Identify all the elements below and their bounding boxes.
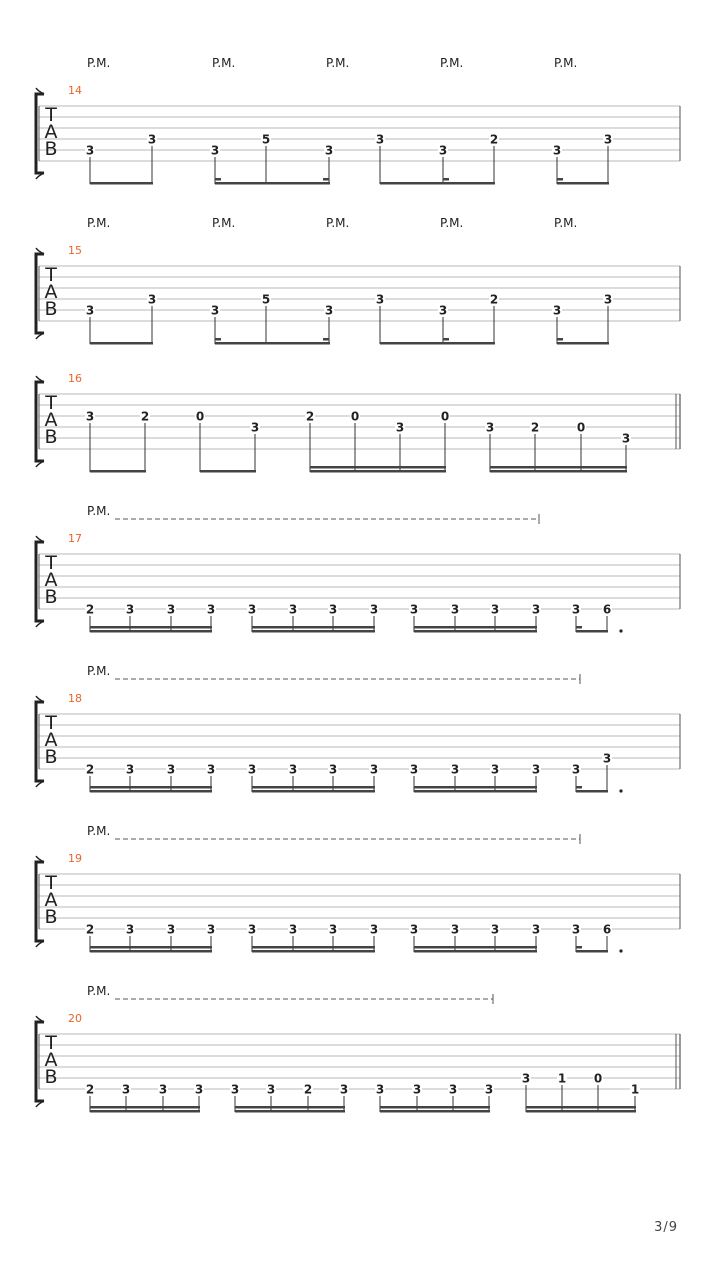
tab-system — [36, 824, 680, 953]
fret-number: 3 — [230, 1082, 240, 1097]
fret-number: 3 — [552, 303, 562, 318]
fret-number: 1 — [630, 1082, 640, 1097]
fret-number: 3 — [438, 143, 448, 158]
beam — [576, 950, 608, 953]
beam-secondary — [414, 946, 537, 949]
beam-secondary — [252, 626, 375, 629]
fret-number: 3 — [490, 602, 500, 617]
fret-number: 3 — [621, 431, 631, 446]
tab-clef-letter: B — [44, 298, 58, 320]
beam — [215, 182, 330, 185]
fret-number: 3 — [288, 602, 298, 617]
beam-group — [552, 293, 613, 345]
tab-system — [36, 504, 680, 633]
tab-clef-letter: T — [45, 712, 57, 734]
secondary-beam-stub — [215, 178, 221, 181]
palm-mute-marking: P.M. — [87, 824, 111, 838]
beam — [310, 470, 446, 473]
fret-number: 3 — [438, 303, 448, 318]
beam-group — [85, 133, 157, 185]
beam — [235, 1110, 345, 1113]
measure-number: 20 — [68, 1012, 82, 1025]
measure-number: 16 — [68, 372, 82, 385]
beam-group — [485, 421, 631, 473]
beam — [90, 182, 153, 185]
beam-secondary — [235, 1106, 345, 1109]
beam-secondary — [252, 946, 375, 949]
fret-number: 3 — [85, 303, 95, 318]
tab-system — [36, 56, 680, 185]
fret-number: 3 — [521, 1071, 531, 1086]
tab-clef-letter: T — [45, 1032, 57, 1054]
fret-number: 3 — [395, 420, 405, 435]
fret-number: 3 — [552, 143, 562, 158]
fret-number: 3 — [484, 1082, 494, 1097]
fret-number: 3 — [375, 292, 385, 307]
fret-number: 3 — [166, 602, 176, 617]
palm-mute-marking: P.M. — [326, 56, 350, 70]
beam — [414, 790, 537, 793]
beam-secondary — [414, 786, 537, 789]
secondary-beam-stub — [557, 338, 563, 341]
fret-number: 3 — [531, 602, 541, 617]
beam — [252, 790, 375, 793]
beam — [90, 790, 212, 793]
tab-system — [36, 372, 680, 473]
fret-number: 3 — [369, 922, 379, 937]
palm-mute-marking: P.M. — [440, 216, 464, 230]
fret-number: 0 — [593, 1071, 603, 1086]
fret-number: 3 — [206, 762, 216, 777]
fret-number: 3 — [194, 1082, 204, 1097]
fret-number: 5 — [261, 132, 271, 147]
beam-secondary — [90, 1106, 200, 1109]
fret-number: 3 — [166, 922, 176, 937]
fret-number: 3 — [328, 602, 338, 617]
measure-number: 17 — [68, 532, 82, 545]
fret-number: 3 — [531, 922, 541, 937]
tab-clef-letter: A — [44, 409, 58, 431]
fret-number: 3 — [450, 762, 460, 777]
beam — [380, 182, 495, 185]
fret-number: 3 — [158, 1082, 168, 1097]
fret-number: 3 — [121, 1082, 131, 1097]
fret-number: 3 — [571, 922, 581, 937]
fret-number: 3 — [85, 409, 95, 424]
page-number: 3/9 — [654, 1220, 678, 1235]
tab-clef-letter: A — [44, 1049, 58, 1071]
fret-number: 6 — [602, 922, 612, 937]
fret-number: 3 — [375, 1082, 385, 1097]
secondary-beam-stub — [576, 946, 582, 949]
fret-number: 3 — [288, 762, 298, 777]
tab-clef-letter: T — [45, 392, 57, 414]
beam — [380, 1110, 490, 1113]
fret-number: 3 — [412, 1082, 422, 1097]
measure-number: 19 — [68, 852, 82, 865]
fret-number: 3 — [531, 762, 541, 777]
fret-number: 3 — [125, 762, 135, 777]
fret-number: 3 — [328, 922, 338, 937]
beam — [414, 950, 537, 953]
fret-number: 1 — [557, 1071, 567, 1086]
palm-mute-marking: P.M. — [212, 216, 236, 230]
fret-number: 3 — [266, 1082, 276, 1097]
beam-group — [85, 1083, 204, 1113]
secondary-beam-stub — [323, 338, 329, 341]
fret-number: 3 — [448, 1082, 458, 1097]
tab-system — [36, 664, 680, 793]
fret-number: 3 — [369, 602, 379, 617]
palm-mute-marking: P.M. — [326, 216, 350, 230]
beam-secondary — [414, 626, 537, 629]
fret-number: 3 — [602, 751, 612, 766]
beam — [200, 470, 256, 473]
fret-number: 3 — [247, 602, 257, 617]
fret-number: 2 — [85, 762, 95, 777]
beam-group — [85, 923, 216, 953]
beam-group — [210, 133, 334, 185]
tab-system — [36, 216, 680, 345]
beam-group — [210, 293, 334, 345]
fret-number: 2 — [85, 602, 95, 617]
beam-group — [375, 293, 499, 345]
tab-clef-letter: A — [44, 569, 58, 591]
beam-secondary — [490, 466, 627, 469]
beam-secondary — [380, 1106, 490, 1109]
tab-system — [36, 984, 680, 1113]
tab-clef-letter: B — [44, 586, 58, 608]
measure-number: 15 — [68, 244, 82, 257]
fret-number: 3 — [125, 922, 135, 937]
fret-number: 0 — [440, 409, 450, 424]
secondary-beam-stub — [576, 626, 582, 629]
beam-group — [85, 410, 150, 473]
fret-number: 3 — [210, 303, 220, 318]
beam — [215, 342, 330, 345]
fret-number: 3 — [147, 132, 157, 147]
fret-number: 0 — [576, 420, 586, 435]
fret-number: 3 — [409, 922, 419, 937]
fret-number: 2 — [305, 409, 315, 424]
beam — [90, 1110, 200, 1113]
palm-mute-marking: P.M. — [87, 56, 111, 70]
fret-number: 3 — [324, 303, 334, 318]
fret-number: 3 — [490, 762, 500, 777]
secondary-beam-stub — [576, 786, 582, 789]
fret-number: 3 — [324, 143, 334, 158]
fret-number: 3 — [571, 602, 581, 617]
beam-group — [195, 410, 260, 473]
fret-number: 0 — [195, 409, 205, 424]
beam — [380, 342, 495, 345]
beam — [576, 630, 608, 633]
fret-number: 3 — [288, 922, 298, 937]
tab-clef-letter: T — [45, 552, 57, 574]
beam-group — [552, 133, 613, 185]
beam — [490, 470, 627, 473]
fret-number: 3 — [210, 143, 220, 158]
palm-mute-marking: P.M. — [212, 56, 236, 70]
beam-group — [85, 763, 216, 793]
fret-number: 3 — [409, 602, 419, 617]
fret-number: 3 — [206, 922, 216, 937]
tab-clef-letter: B — [44, 1066, 58, 1088]
beam-secondary — [252, 786, 375, 789]
beam-group — [247, 923, 379, 953]
secondary-beam-stub — [215, 338, 221, 341]
tab-clef-letter: T — [45, 104, 57, 126]
rhythm-dot — [619, 789, 622, 792]
fret-number: 3 — [369, 762, 379, 777]
fret-number: 3 — [603, 132, 613, 147]
beam-group — [230, 1083, 349, 1113]
tab-clef-letter: B — [44, 746, 58, 768]
beam-group — [375, 1083, 494, 1113]
fret-number: 3 — [339, 1082, 349, 1097]
palm-mute-marking: P.M. — [87, 984, 111, 998]
beam — [90, 470, 146, 473]
palm-mute-marking: P.M. — [554, 216, 578, 230]
fret-number: 3 — [85, 143, 95, 158]
palm-mute-marking: P.M. — [554, 56, 578, 70]
beam-group — [305, 410, 450, 473]
fret-number: 3 — [571, 762, 581, 777]
fret-number: 3 — [328, 762, 338, 777]
beam-group — [247, 763, 379, 793]
fret-number: 6 — [602, 602, 612, 617]
beam — [90, 342, 153, 345]
palm-mute-marking: P.M. — [440, 56, 464, 70]
fret-number: 3 — [450, 602, 460, 617]
fret-number: 3 — [603, 292, 613, 307]
beam-group — [409, 763, 541, 793]
beam-group — [85, 603, 216, 633]
beam — [557, 182, 609, 185]
fret-number: 0 — [350, 409, 360, 424]
fret-number: 2 — [530, 420, 540, 435]
tab-clef-letter: T — [45, 872, 57, 894]
fret-number: 3 — [490, 922, 500, 937]
beam-secondary — [90, 786, 212, 789]
secondary-beam-stub — [323, 178, 329, 181]
fret-number: 2 — [489, 292, 499, 307]
tab-clef-letter: B — [44, 906, 58, 928]
palm-mute-marking: P.M. — [87, 504, 111, 518]
fret-number: 3 — [206, 602, 216, 617]
fret-number: 3 — [147, 292, 157, 307]
secondary-beam-stub — [443, 338, 449, 341]
fret-number: 2 — [489, 132, 499, 147]
tab-clef-letter: A — [44, 121, 58, 143]
beam — [252, 630, 375, 633]
fret-number: 2 — [303, 1082, 313, 1097]
fret-number: 2 — [85, 922, 95, 937]
beam-group — [409, 603, 541, 633]
beam — [414, 630, 537, 633]
fret-number: 3 — [409, 762, 419, 777]
measure-number: 14 — [68, 84, 82, 97]
tab-clef-letter: T — [45, 264, 57, 286]
beam — [576, 790, 608, 793]
beam-group — [409, 923, 541, 953]
fret-number: 3 — [450, 922, 460, 937]
secondary-beam-stub — [443, 178, 449, 181]
fret-number: 5 — [261, 292, 271, 307]
beam-secondary — [90, 626, 212, 629]
measure-number: 18 — [68, 692, 82, 705]
tab-clef-letter: A — [44, 729, 58, 751]
tab-clef-letter: B — [44, 426, 58, 448]
beam-secondary — [90, 946, 212, 949]
fret-number: 3 — [485, 420, 495, 435]
beam — [90, 630, 212, 633]
beam-group — [85, 293, 157, 345]
beam — [526, 1110, 636, 1113]
beam-group — [375, 133, 499, 185]
tab-clef-letter: B — [44, 138, 58, 160]
fret-number: 3 — [250, 420, 260, 435]
beam-secondary — [526, 1106, 636, 1109]
rhythm-dot — [619, 629, 622, 632]
beam — [90, 950, 212, 953]
palm-mute-marking: P.M. — [87, 216, 111, 230]
fret-number: 3 — [375, 132, 385, 147]
fret-number: 2 — [85, 1082, 95, 1097]
palm-mute-marking: P.M. — [87, 664, 111, 678]
beam-group — [571, 603, 623, 633]
fret-number: 3 — [166, 762, 176, 777]
beam-secondary — [310, 466, 446, 469]
secondary-beam-stub — [557, 178, 563, 181]
beam-group — [571, 923, 623, 953]
tab-clef-letter: A — [44, 281, 58, 303]
fret-number: 3 — [125, 602, 135, 617]
beam-group — [247, 603, 379, 633]
rhythm-dot — [619, 949, 622, 952]
fret-number: 3 — [247, 762, 257, 777]
beam — [557, 342, 609, 345]
fret-number: 3 — [247, 922, 257, 937]
beam — [252, 950, 375, 953]
fret-number: 2 — [140, 409, 150, 424]
tab-clef-letter: A — [44, 889, 58, 911]
